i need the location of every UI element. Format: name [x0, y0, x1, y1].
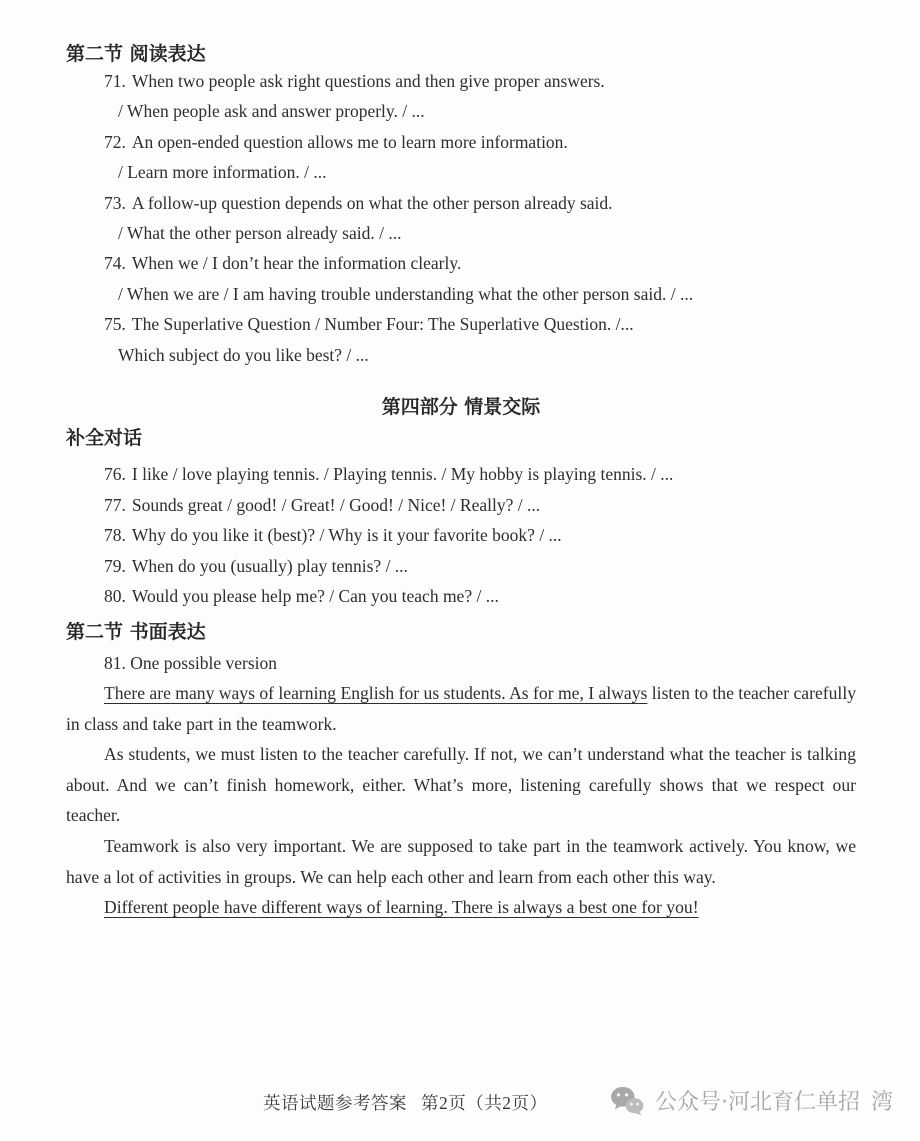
answer-text: Would you please help me? / Can you teach me? / ...: [131, 586, 499, 607]
item-number: 74.: [104, 253, 126, 274]
answer-text: When two people ask right questions and then give proper answers.: [131, 71, 605, 91]
answer-alt-text: / What the other person already said. / ...: [118, 223, 402, 244]
answer-item-77: [66, 490, 856, 521]
item-number: 80.: [104, 586, 126, 607]
dialog-subsection-heading: 补全对话: [66, 427, 143, 450]
underlined-closing: Different people have different ways of learning. There is always a best one for you!: [104, 897, 699, 918]
answer-item-73: [66, 188, 856, 249]
doc-title: 英语试题参考答案: [263, 1093, 407, 1113]
answer-item-74: [66, 248, 856, 309]
part4-section-heading: 第四部分 情景交际: [381, 396, 541, 419]
reading-section-heading: 第二节 阅读表达: [66, 43, 206, 65]
wechat-watermark: [610, 1085, 893, 1116]
wechat-icon: [610, 1086, 644, 1116]
reading-answers-list: [66, 66, 856, 370]
essay-paragraph-4: [66, 892, 856, 923]
essay-paragraph-2: As students, we must listen to the teacher carefully. If not, we can’t understand what the teacher is talking about. And we can’t finish homework, either. What’s more, listening carefully shows that we respect our teacher.: [66, 744, 856, 826]
item-number: 78.: [104, 525, 126, 546]
page-footer: [0, 1085, 920, 1125]
answer-text: The Superlative Question / Number Four: The Superlative Question. /...: [131, 314, 634, 335]
item-number: 73.: [104, 192, 126, 213]
answer-text: I like / love playing tennis. / Playing tennis. / My hobby is playing tennis. / ...: [131, 464, 674, 485]
writing-section-heading: 第二节 书面表达: [66, 621, 206, 644]
page-number: 第2页（共2页）: [421, 1093, 548, 1113]
essay-paragraph-3: Teamwork is also very important. We are supposed to take part in the teamwork actively. You know, we have a lot of activities in groups. We can help each other and learn from each other this way.: [66, 836, 856, 887]
answer-item-76: [66, 459, 856, 490]
model-essay: [66, 678, 856, 923]
wechat-account-label: 公众号·河北育仁单招: [655, 1090, 860, 1115]
item-number: 76.: [104, 464, 126, 485]
answer-item-72: [66, 127, 856, 188]
answer-text: Sounds great / good! / Great! / Good! / Nice! / Really? / ...: [131, 494, 541, 515]
item-number: 79.: [104, 555, 126, 576]
answer-text: Why do you like it (best)? / Why is it your favorite book? / ...: [131, 525, 562, 546]
essay-paragraph-1: [66, 678, 856, 739]
item-number: 71.: [104, 71, 126, 91]
answer-alt-text: / When we are / I am having trouble understanding what the other person said. / ...: [118, 283, 694, 304]
paragraph-1-rest: listen to the teacher carefully in class and take part in the teamwork.: [66, 683, 856, 734]
dialog-answers-list: [66, 459, 856, 612]
answer-alt-text: / Learn more information. / ...: [118, 162, 327, 183]
answer-item-78: [66, 520, 856, 551]
wechat-label-cutoff-char: 湾: [871, 1090, 894, 1115]
answer-text: A follow-up question depends on what the other person already said.: [131, 192, 613, 213]
answer-text: An open-ended question allows me to learn more information.: [131, 131, 568, 152]
possible-version-label: 81. One possible version: [104, 653, 278, 674]
answer-alt-text: / When people ask and answer properly. / ...: [118, 101, 425, 122]
answer-item-79: [66, 551, 856, 582]
answer-item-71: [66, 66, 856, 127]
answer-text: When we / I don’t hear the information clearly.: [131, 253, 462, 274]
item-number: 77.: [104, 494, 126, 515]
answer-text: When do you (usually) play tennis? / ...: [131, 555, 408, 576]
answer-item-80: [66, 581, 856, 612]
footer-doc-title: [263, 1090, 548, 1115]
item-number: 72.: [104, 131, 126, 152]
answer-item-75: [66, 309, 856, 370]
answer-alt-text: Which subject do you like best? / ...: [118, 344, 369, 365]
item-number: 75.: [104, 314, 126, 335]
underlined-opening: There are many ways of learning English for us students. As for me, I always: [104, 683, 648, 704]
